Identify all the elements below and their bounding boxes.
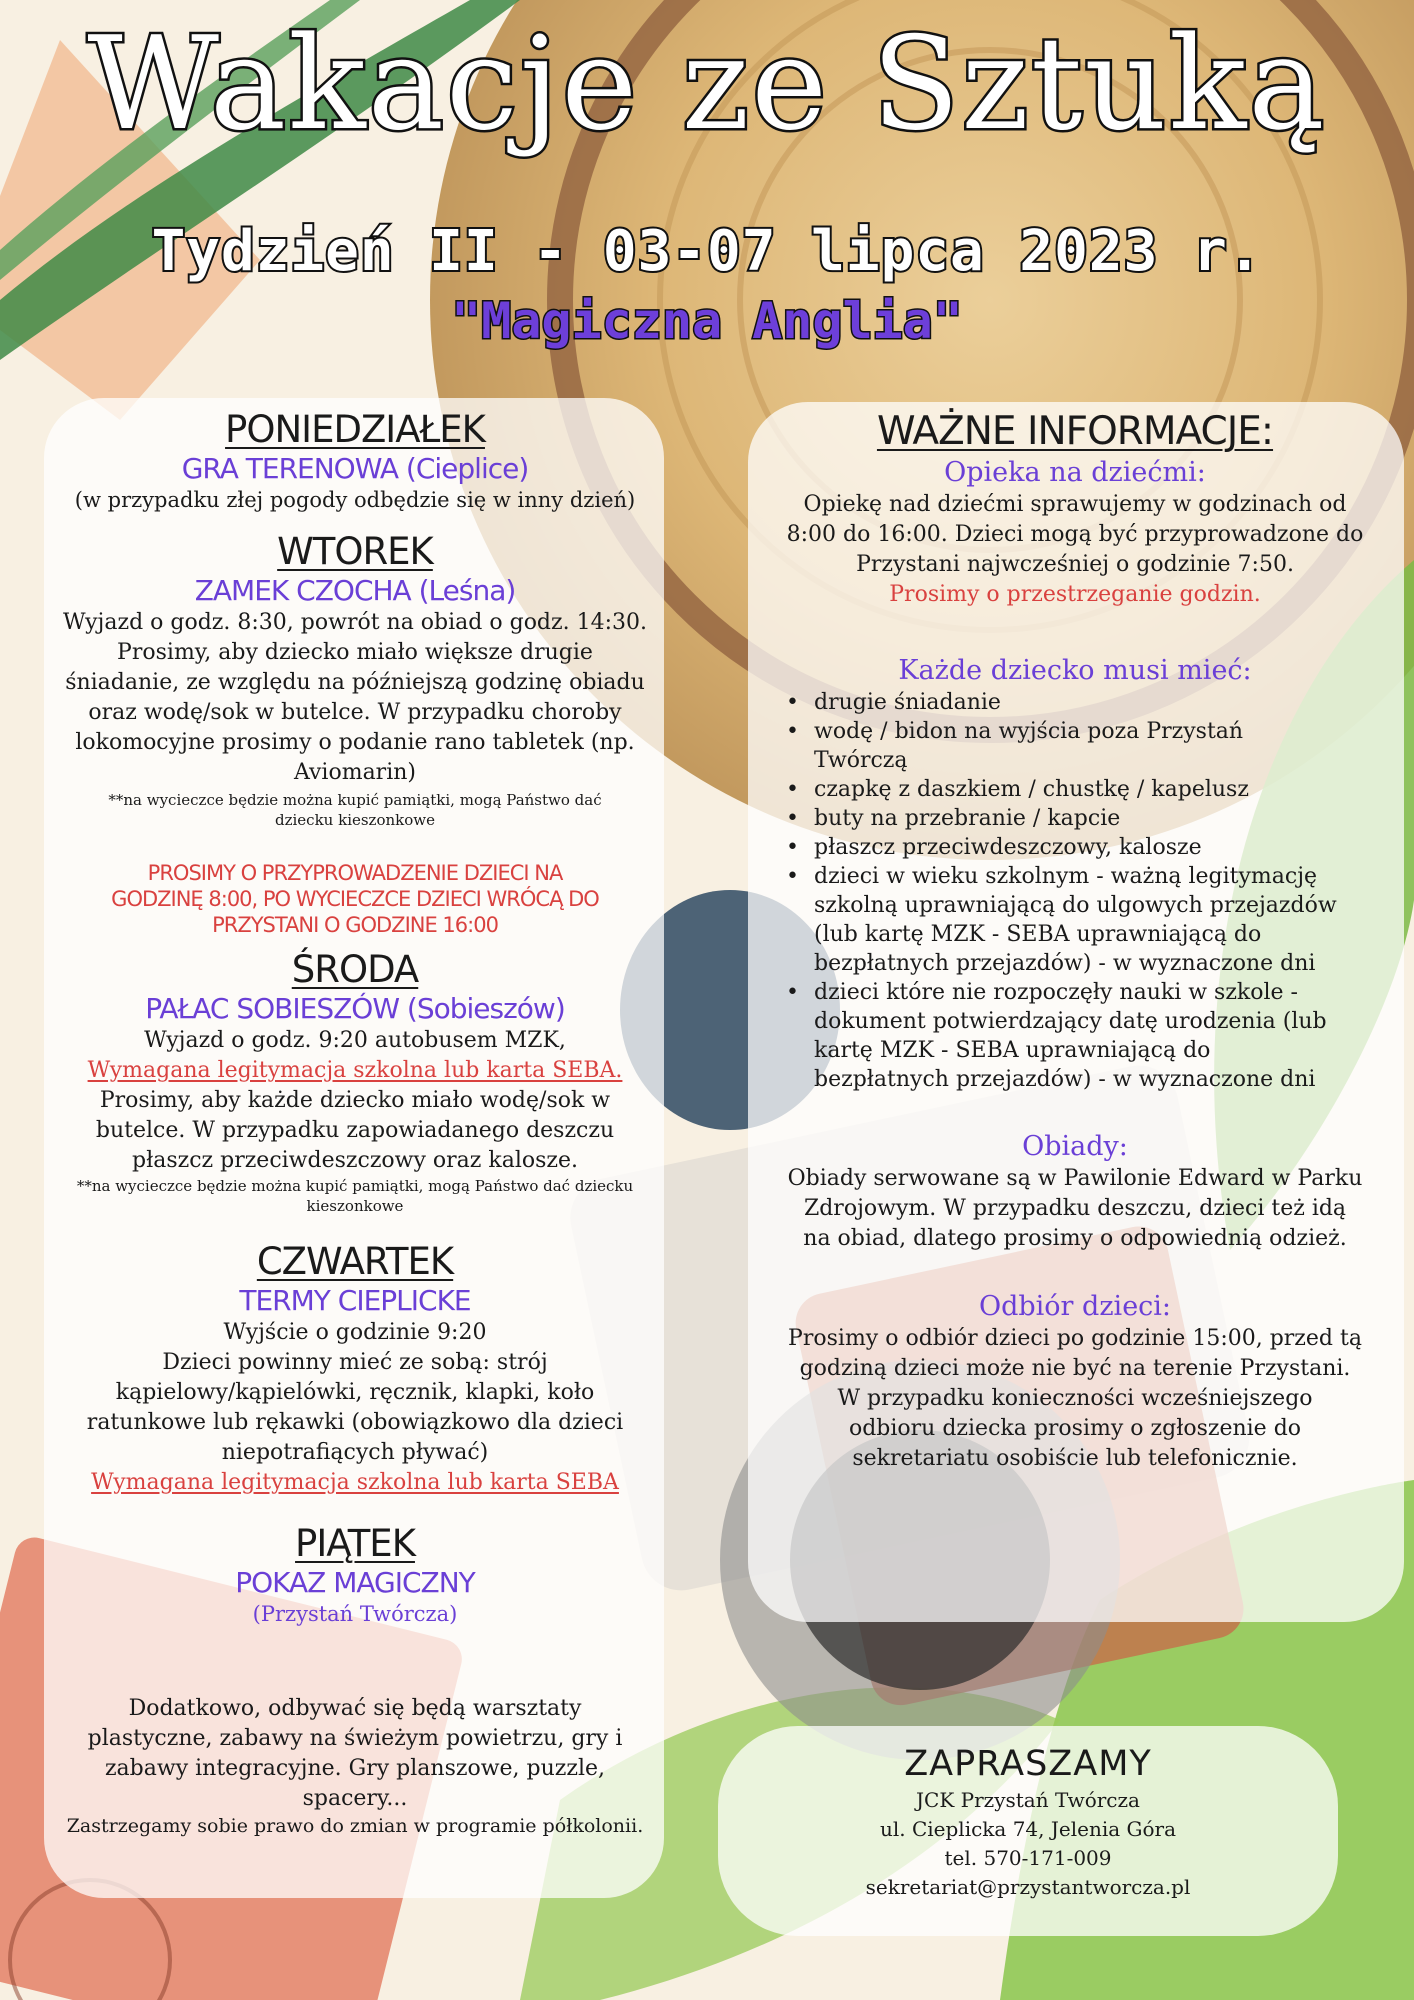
care-text (752, 490, 1398, 580)
text-line: • buty na przebranie / kapcie (814, 806, 1121, 831)
theme-title: "Magiczna Anglia" (451, 292, 963, 350)
list-item (782, 862, 1398, 978)
list-item (782, 717, 1398, 775)
text-line: oraz wodę/sok w butelce. W przypadku choroby (88, 700, 622, 725)
text-line: zabawy integracyjne. Gry planszowe, puzzle, (104, 1756, 606, 1781)
monday-event: GRA TERENOWA (Cieplice) (181, 452, 529, 485)
text-line: • płaszcz przeciwdeszczowy, kalosze (814, 835, 1202, 860)
wednesday-details (50, 1086, 660, 1176)
text-line: • dzieci w wieku szkolnym - ważną legitymację (814, 864, 1318, 889)
required-items-list (782, 688, 1398, 1094)
text-line: PROSIMY O PRZYPROWADZENIE DZIECI NA (147, 861, 563, 885)
list-item (782, 775, 1398, 804)
text-line: W przypadku konieczności wcześniejszego (837, 1386, 1313, 1411)
lunch-heading: Obiady: (1022, 1131, 1128, 1162)
text-line: szkolną uprawniającą do ulgowych przejazdów (814, 893, 1337, 918)
tuesday-section (50, 530, 660, 938)
day-heading-friday: PIĄTEK (295, 1522, 415, 1565)
text-line: ratunkowe lub rękawki (obowiązkowo dla dzieci (86, 1410, 624, 1435)
text-line: (lub kartę MZK - SEBA uprawniającą do (814, 922, 1262, 947)
text-line: Zdrojowym. W przypadku deszczu, dzieci też idą (803, 1196, 1347, 1221)
monday-section (50, 408, 660, 514)
pickup-heading: Odbiór dzieci: (978, 1291, 1172, 1322)
wednesday-requirement: Wymagana legitymacja szkolna lub karta SEBA. (87, 1058, 623, 1083)
text-line: sekretariatu osobiście lub telefonicznie. (852, 1446, 1298, 1471)
lunch-section (752, 1130, 1398, 1254)
important-info (752, 408, 1398, 1474)
text-line: **na wycieczce będzie można kupić pamiątki, mogą Państwo dać dziecku (76, 1177, 634, 1195)
pickup-section (752, 1290, 1398, 1474)
list-item (782, 978, 1398, 1094)
wednesday-section (50, 948, 660, 1216)
thursday-section (50, 1240, 660, 1498)
text-line: kartę MZK - SEBA uprawniającą do (814, 1038, 1211, 1063)
text-line: spacery... (302, 1786, 408, 1811)
friday-place: (Przystań Twórcza) (252, 1602, 458, 1626)
tuesday-notice (50, 860, 660, 938)
text-line: dziecku kieszonkowe (275, 811, 435, 829)
text-line: Aviomarin) (294, 760, 416, 785)
wednesday-footnote (50, 1176, 660, 1216)
text-line: Prosimy o odbiór dzieci po godzinie 15:00, przed tą (788, 1326, 1362, 1351)
list-item (782, 833, 1398, 862)
extra-activities (50, 1694, 660, 1838)
organization-name: JCK Przystań Twórcza (916, 1788, 1140, 1812)
week-subtitle: Tydzień II - 03-07 lipca 2023 r. (151, 219, 1263, 284)
lunch-text (752, 1164, 1398, 1254)
text-line: plastyczne, zabawy na świeżym powietrzu, gry i (87, 1726, 623, 1751)
text-line: Przystani najwcześniej o godzinie 7:50. (856, 552, 1294, 577)
pickup-text (752, 1324, 1398, 1474)
checklist-section (752, 654, 1398, 1094)
info-heading: WAŻNE INFORMACJE: (876, 409, 1274, 454)
text-line: na obiad, dlatego prosimy o odpowiednią odzież. (803, 1226, 1347, 1251)
text-line: Opiekę nad dziećmi sprawujemy w godzinach od (803, 492, 1347, 517)
text-line: • czapkę z daszkiem / chustkę / kapelusz (814, 777, 1249, 802)
text-line: GODZINĘ 8:00, PO WYCIECZCE DZIECI WRÓCĄ DO (111, 887, 599, 911)
monday-note: (w przypadku złej pogody odbędzie się w inny dzień) (74, 488, 636, 512)
text-line: Twórczą (814, 748, 908, 773)
list-item (782, 804, 1398, 833)
text-line: Dzieci powinny mieć ze sobą: strój (162, 1350, 548, 1375)
weekly-schedule (50, 408, 660, 1838)
care-heading: Opieka na dziećmi: (944, 457, 1206, 488)
text-line: kieszonkowe (306, 1197, 404, 1215)
text-line: płaszcz przeciwdeszczowy oraz kalosze. (132, 1148, 578, 1173)
tuesday-footnote (50, 790, 660, 830)
address: ul. Cieplicka 74, Jelenia Góra (879, 1817, 1177, 1841)
wednesday-departure: Wyjazd o godz. 9:20 autobusem MZK, (144, 1028, 566, 1053)
text-line: • wodę / bidon na wyjścia poza Przystań (814, 719, 1244, 744)
program-disclaimer: Zastrzegamy sobie prawo do zmian w programie półkolonii. (66, 1815, 644, 1837)
contact-info (720, 1742, 1336, 1902)
text-line: • drugie śniadanie (814, 690, 1001, 715)
care-section (752, 456, 1398, 610)
day-heading-monday: PONIEDZIAŁEK (225, 408, 485, 451)
text-line: Prosimy, aby dziecko miało większe drugie (117, 640, 593, 665)
thursday-details (50, 1318, 660, 1468)
day-heading-tuesday: WTOREK (277, 530, 433, 573)
text-line: **na wycieczce będzie można kupić pamiątki, mogą Państwo dać (108, 791, 602, 809)
text-line: Dodatkowo, odbywać się będą warsztaty (128, 1696, 582, 1721)
phone-number: tel. 570-171-009 (944, 1846, 1112, 1870)
text-line: Wyjście o godzinie 9:20 (223, 1320, 487, 1345)
text-line: butelce. W przypadku zapowiadanego deszczu (95, 1118, 615, 1143)
day-heading-wednesday: ŚRODA (291, 948, 419, 991)
list-item (782, 688, 1398, 717)
page-title: Wakacje ze Sztuką (87, 10, 1327, 159)
text-line: bezpłatnych przejazdów) - w wyznaczone dni (814, 951, 1316, 976)
tuesday-event: ZAMEK CZOCHA (Leśna) (194, 574, 516, 607)
text-line: niepotrafiących pływać) (221, 1440, 489, 1465)
text-line: 8:00 do 16:00. Dzieci mogą być przyprowadzone do (786, 522, 1364, 547)
extra-text (50, 1694, 660, 1814)
invitation-heading: ZAPRASZAMY (904, 1744, 1152, 1784)
care-notice: Prosimy o przestrzeganie godzin. (889, 582, 1261, 607)
text-line: dokument potwierdzający datę urodzenia (lub (814, 1009, 1327, 1034)
checklist-heading: Każde dziecko musi mieć: (898, 655, 1252, 686)
text-line: odbioru dziecka prosimy o zgłoszenie do (848, 1416, 1302, 1441)
friday-section (50, 1522, 660, 1628)
text-line: Obiady serwowane są w Pawilonie Edward w Parku (787, 1166, 1363, 1191)
text-line: • dzieci które nie rozpoczęły nauki w szkole - (814, 980, 1298, 1005)
text-line: śniadanie, ze względu na późniejszą godzinę obiadu (65, 670, 645, 695)
wednesday-event: PAŁAC SOBIESZÓW (Sobieszów) (145, 992, 565, 1025)
text-line: Prosimy, aby każde dziecko miało wodę/sok w (99, 1088, 611, 1113)
day-heading-thursday: CZWARTEK (256, 1240, 454, 1283)
text-line: bezpłatnych przejazdów) - w wyznaczone dni (814, 1067, 1316, 1092)
tuesday-details (50, 608, 660, 788)
friday-event: POKAZ MAGICZNY (235, 1566, 475, 1599)
email-address: sekretariat@przystantworcza.pl (865, 1875, 1191, 1899)
thursday-requirement: Wymagana legitymacja szkolna lub karta SEBA (91, 1470, 619, 1495)
text-line: godziną dzieci może nie być na terenie Przystani. (799, 1356, 1351, 1381)
text-line: kąpielowy/kąpielówki, ręcznik, klapki, koło (115, 1380, 595, 1405)
text-line: Wyjazd o godz. 8:30, powrót na obiad o godz. 14:30. (63, 610, 647, 635)
thursday-event: TERMY CIEPLICKE (239, 1284, 471, 1317)
text-line: lokomocyjne prosimy o podanie rano tabletek (np. (75, 730, 635, 755)
text-line: PRZYSTANI O GODZINE 16:00 (212, 913, 498, 937)
